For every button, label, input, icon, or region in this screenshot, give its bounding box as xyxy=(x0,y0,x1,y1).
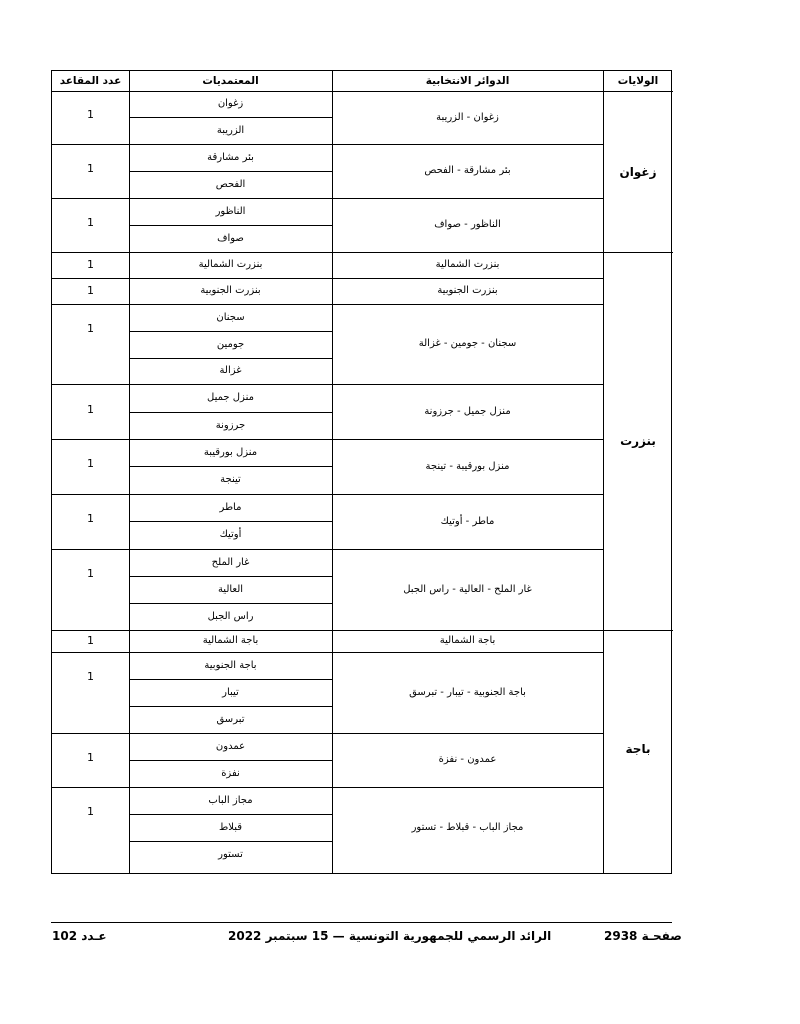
delegation-divider xyxy=(129,412,332,413)
delegation-cell: باجة الجنوبية xyxy=(204,659,257,671)
delegation-cell: راس الجبل xyxy=(207,610,254,622)
delegation-divider xyxy=(129,760,332,761)
delegation-cell: تيبار xyxy=(222,686,239,698)
delegation-cell: بنزرت الجنوبية xyxy=(200,285,261,296)
delegation-cell: صواف xyxy=(217,232,244,244)
delegation-cell: العالية xyxy=(217,583,244,595)
seats-cell: 1 xyxy=(87,162,94,175)
footer-issue-number: عـدد 102 xyxy=(52,929,107,943)
district-cell: باجة الجنوبية - تيبار - تبرسق xyxy=(409,686,526,698)
seats-cell: 1 xyxy=(87,805,94,818)
delegation-divider xyxy=(129,679,332,680)
seats-cell: 1 xyxy=(87,457,94,470)
delegation-cell: تبرسق xyxy=(216,713,245,725)
delegation-cell: منزل جميل xyxy=(207,392,254,403)
delegation-divider xyxy=(129,117,332,118)
seats-cell: 1 xyxy=(87,322,94,335)
district-cell: مجاز الباب - قبلاط - تستور xyxy=(411,821,524,833)
seats-cell: 1 xyxy=(87,216,94,229)
district-cell: سجنان - جومين - غزالة xyxy=(418,338,517,349)
seats-cell: 1 xyxy=(87,258,94,271)
footer-journal-title: الرائد الرسمي للجمهورية التونسية — 15 سبتمبر 2022 xyxy=(228,929,552,943)
header-divider xyxy=(52,91,673,92)
footer-rule xyxy=(51,922,672,923)
seats-cell: 1 xyxy=(87,567,94,580)
governorate-cell: بنزرت xyxy=(620,434,656,448)
district-divider xyxy=(52,144,603,145)
delegation-divider xyxy=(129,576,332,577)
header-seats: عدد المقاعد xyxy=(59,75,122,87)
seats-cell: 1 xyxy=(87,108,94,121)
district-cell: عمدون - نفزة xyxy=(438,754,497,765)
header-delegations: المعتمديات xyxy=(202,75,259,87)
district-divider xyxy=(52,198,603,199)
district-cell: زغوان - الزريبة xyxy=(436,111,499,123)
delegation-divider xyxy=(129,466,332,467)
delegation-cell: منزل بورقيبة xyxy=(203,446,258,458)
delegation-divider xyxy=(129,358,332,359)
delegation-cell: بنزرت الشمالية xyxy=(198,259,263,270)
delegation-cell: تستور xyxy=(218,848,243,860)
delegation-cell: جومين xyxy=(216,338,245,350)
district-divider xyxy=(52,439,603,440)
delegation-divider xyxy=(129,706,332,707)
delegation-divider xyxy=(129,171,332,172)
delegation-cell: غار الملح xyxy=(211,556,250,568)
delegation-divider xyxy=(129,225,332,226)
governorate-cell: باجة xyxy=(625,742,651,756)
delegation-cell: الناظور xyxy=(215,205,246,217)
delegation-cell: بئر مشارقة xyxy=(207,151,254,163)
delegation-cell: زغوان xyxy=(217,98,244,109)
district-cell: بنزرت الشمالية xyxy=(435,259,500,270)
seats-cell: 1 xyxy=(87,670,94,683)
delegation-cell: تينجة xyxy=(220,474,241,485)
delegation-cell: نفزة xyxy=(221,767,240,779)
district-cell: غار الملح - العالية - راس الجبل xyxy=(403,583,532,595)
delegation-cell: عمدون xyxy=(215,740,246,752)
district-divider xyxy=(52,494,603,495)
district-cell: ماطر - أوتيك xyxy=(440,515,495,527)
delegation-divider xyxy=(129,521,332,522)
seats-cell: 1 xyxy=(87,634,94,647)
districts-table xyxy=(51,70,672,874)
district-cell: منزل بورقيبة - تينجة xyxy=(425,460,510,472)
district-divider xyxy=(52,304,603,305)
district-divider xyxy=(52,278,603,279)
header-districts: الدوائر الانتخابية xyxy=(425,75,510,87)
delegation-divider xyxy=(129,331,332,332)
delegation-cell: سجنان xyxy=(216,311,245,323)
governorate-cell: زغوان xyxy=(619,164,657,179)
district-divider xyxy=(52,549,603,550)
delegation-cell: الزريبة xyxy=(216,124,245,136)
header-governorates: الولايات xyxy=(617,75,659,87)
district-cell: منزل جميل - جرزونة xyxy=(424,405,511,417)
district-cell: الناظور - صواف xyxy=(434,219,501,230)
delegation-divider xyxy=(129,814,332,815)
delegation-cell: باجة الشمالية xyxy=(202,635,259,646)
delegation-divider xyxy=(129,603,332,604)
district-divider xyxy=(52,787,603,788)
delegation-divider xyxy=(129,841,332,842)
delegation-cell: جرزونة xyxy=(215,419,246,431)
footer-page-number: صفحـة 2938 xyxy=(604,929,682,943)
seats-cell: 1 xyxy=(87,403,94,416)
delegation-cell: ماطر xyxy=(219,501,242,513)
delegation-cell: غزالة xyxy=(219,365,242,376)
seats-cell: 1 xyxy=(87,284,94,297)
seats-cell: 1 xyxy=(87,751,94,764)
seats-cell: 1 xyxy=(87,512,94,525)
district-cell: باجة الشمالية xyxy=(439,635,496,646)
delegation-cell: الفحص xyxy=(215,178,246,190)
district-cell: بنزرت الجنوبية xyxy=(437,285,498,296)
delegation-cell: مجاز الباب xyxy=(208,794,253,806)
district-divider xyxy=(52,652,603,653)
district-divider xyxy=(52,384,603,385)
delegation-cell: قبلاط xyxy=(218,821,242,833)
delegation-cell: أوتيك xyxy=(219,529,242,540)
district-divider xyxy=(52,733,603,734)
district-cell: بئر مشارقة - الفحص xyxy=(424,165,511,176)
governorate-divider xyxy=(52,630,673,631)
governorate-divider xyxy=(52,252,673,253)
